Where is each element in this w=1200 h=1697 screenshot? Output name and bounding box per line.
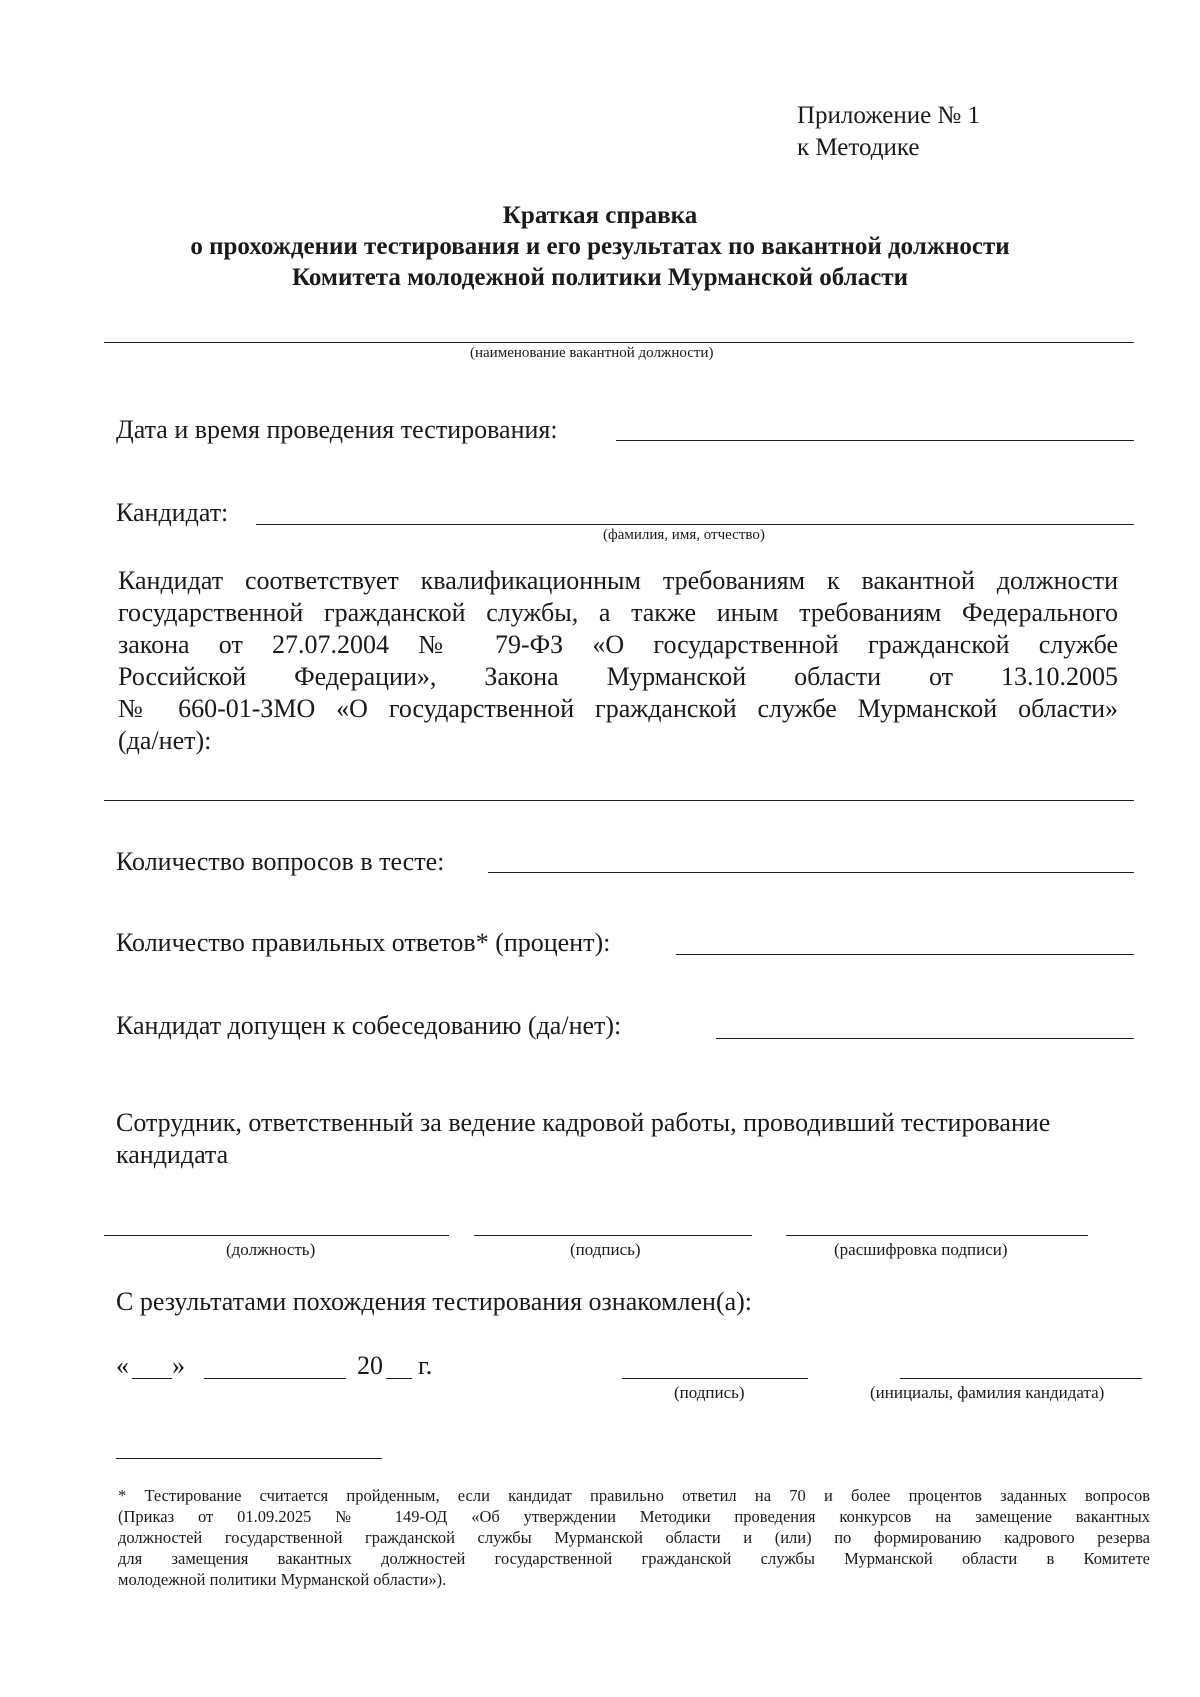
requirements-field-line[interactable] (104, 800, 1134, 801)
doc-title: Краткая справка (502, 202, 698, 229)
appendix-line-2: к Методике (797, 134, 920, 161)
acquainted-label: С результатами похождения тестирования ознакомлен(а): (116, 1287, 753, 1316)
requirements-line-5: № 660-01-ЗМО «О государственной гражданской службе Мурманской области» (118, 694, 1118, 723)
footnote-line-3: должностей государственной гражданской службы Мурманской области и (или) по формированию кадрового резерва (118, 1528, 1150, 1547)
footnote-line-1: * Тестирование считается пройденным, если кандидат правильно ответил на 70 и более процентов заданных вопросов (118, 1486, 1150, 1505)
employee-line-1: Сотрудник, ответственный за ведение кадровой работы, проводивший тестирование (116, 1108, 1051, 1137)
correct-answers-field-line[interactable] (676, 954, 1134, 955)
footnote-separator (116, 1458, 382, 1459)
employee-line-2: кандидата (116, 1140, 229, 1169)
requirements-line-4: Российской Федерации», Закона Мурманской области от 13.10.2005 (118, 662, 1118, 691)
questions-count-field-line[interactable] (488, 872, 1134, 873)
doc-subtitle-line-2: Комитета молодежной политики Мурманской области (292, 264, 908, 291)
candidate-field-line[interactable] (256, 524, 1134, 525)
date-open-quote: « (116, 1351, 129, 1380)
position-sign-caption: (должность) (226, 1240, 316, 1259)
requirements-line-6: (да/нет): (118, 726, 212, 755)
candidate-initials-caption: (инициалы, фамилия кандидата) (870, 1383, 1105, 1402)
footnote-line-5: молодежной политики Мурманской области»). (118, 1570, 447, 1589)
candidate-signature-caption: (подпись) (674, 1383, 745, 1402)
candidate-label: Кандидат: (116, 498, 229, 527)
year-field-line[interactable] (386, 1378, 412, 1379)
footnote-line-4: для замещения вакантных должностей государственной гражданской службы Мурманской области в Комитете (118, 1549, 1150, 1568)
appendix-line-1: Приложение № 1 (797, 102, 981, 129)
requirements-line-3: закона от 27.07.2004 № 79-ФЗ «О государственной гражданской службе (118, 630, 1118, 659)
date-time-field-line[interactable] (616, 440, 1134, 441)
employee-position-line[interactable] (104, 1235, 449, 1236)
footnote-line-2: (Приказ от 01.09.2025 № 149-ОД «Об утверждении Методики проведения конкурсов на замещение вакантных (118, 1507, 1150, 1526)
employee-signature-line[interactable] (474, 1235, 752, 1236)
requirements-line-2: государственной гражданской службы, а также иным требованиям Федерального (118, 598, 1118, 627)
admitted-field-line[interactable] (716, 1038, 1134, 1039)
requirements-line-1: Кандидат соответствует квалификационным требованиям к вакантной должности (118, 566, 1118, 595)
position-field-line[interactable] (104, 342, 1134, 343)
signature-sign-caption: (подпись) (570, 1240, 641, 1259)
candidate-initials-line[interactable] (900, 1378, 1142, 1379)
year-suffix: г. (418, 1351, 433, 1380)
admitted-label: Кандидат допущен к собеседованию (да/нет): (116, 1011, 622, 1040)
day-field-line[interactable] (132, 1378, 172, 1379)
candidate-caption: (фамилия, имя, отчество) (603, 527, 765, 543)
questions-count-label: Количество вопросов в тесте: (116, 847, 445, 876)
date-time-label: Дата и время проведения тестирования: (116, 415, 558, 444)
date-close-quote: » (172, 1351, 185, 1380)
year-prefix: 20 (357, 1351, 383, 1380)
appendix-note (797, 100, 980, 164)
employee-decoding-line[interactable] (786, 1235, 1088, 1236)
doc-subtitle-line-1: о прохождении тестирования и его результатах по вакантной должности (190, 233, 1010, 260)
candidate-signature-line[interactable] (622, 1378, 808, 1379)
month-field-line[interactable] (204, 1378, 346, 1379)
position-caption: (наименование вакантной должности) (470, 345, 714, 361)
decoding-sign-caption: (расшифровка подписи) (834, 1240, 1008, 1259)
correct-answers-label: Количество правильных ответов* (процент): (116, 928, 611, 957)
